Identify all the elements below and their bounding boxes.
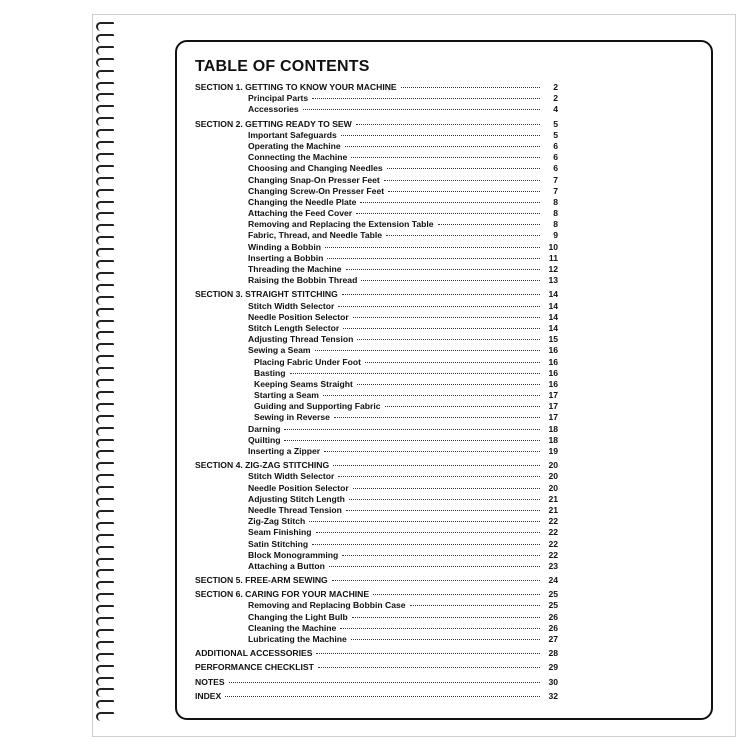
binding-coil-icon [96, 474, 114, 483]
binding-coil-icon [96, 117, 114, 126]
binding-coil-icon [96, 415, 114, 424]
toc-entry-label: Choosing and Changing Needles [248, 163, 383, 174]
page-title: TABLE OF CONTENTS [195, 58, 370, 75]
toc-page-number: 18 [548, 423, 558, 434]
dot-leader [334, 417, 540, 418]
toc-entry-row [195, 401, 558, 412]
toc-entry-label: Seam Finishing [248, 527, 312, 538]
toc-entry-label: SECTION 6. CARING FOR YOUR MACHINE [195, 589, 370, 600]
toc-page-number: 4 [553, 104, 558, 115]
toc-entry-row [195, 539, 558, 550]
dot-leader [338, 306, 540, 307]
toc-entry-label: Basting [254, 367, 286, 378]
toc-page-number: 22 [548, 549, 558, 560]
binding-coil-icon [96, 46, 114, 55]
toc-page-number: 10 [548, 241, 558, 252]
binding-coil-icon [96, 105, 114, 114]
dot-leader [343, 328, 540, 329]
toc-entry-row [195, 275, 558, 286]
toc-entry-label: Raising the Bobbin Thread [248, 275, 358, 286]
binding-coil-icon [96, 308, 114, 317]
toc-entry-row [195, 412, 558, 423]
dot-leader [388, 191, 540, 192]
toc-entry-label: Cleaning the Machine [248, 622, 337, 633]
dot-leader [346, 269, 540, 270]
binding-coil-icon [96, 439, 114, 448]
toc-entry-label: Needle Position Selector [248, 311, 349, 322]
dot-leader [357, 384, 540, 385]
toc-entry-label: Zig-Zag Stitch [248, 516, 306, 527]
toc-entry-row [195, 505, 558, 516]
toc-page-number: 26 [548, 622, 558, 633]
toc-entry-label: Needle Thread Tension [248, 504, 342, 515]
toc-page-number: 30 [548, 676, 558, 687]
binding-coil-icon [96, 272, 114, 281]
toc-page-number: 17 [548, 401, 558, 412]
toc-page-number: 17 [548, 390, 558, 401]
dot-leader [316, 532, 540, 533]
toc-entry-row [195, 357, 558, 368]
toc-entry-row [195, 623, 558, 634]
binding-coil-icon [96, 70, 114, 79]
dot-leader [324, 451, 540, 452]
toc-page-number: 12 [548, 264, 558, 274]
binding-coil-icon [96, 546, 114, 555]
toc-entry-label: Threading the Machine [248, 264, 342, 274]
toc-entry-row [195, 175, 558, 186]
toc-section-row [195, 677, 558, 688]
toc-entry-label: Lubricating the Machine [248, 634, 347, 644]
toc-section-row [195, 648, 558, 659]
binding-coil-icon [96, 224, 114, 233]
dot-leader [342, 294, 540, 295]
toc-entry-label: NOTES [195, 676, 225, 687]
toc-page-number: 24 [548, 575, 558, 586]
dot-leader [387, 168, 540, 169]
toc-entry-label: Placing Fabric Under Foot [254, 356, 361, 367]
toc-page-number: 16 [548, 345, 558, 356]
toc-entry-row [195, 494, 558, 505]
binding-coil-icon [96, 343, 114, 352]
dot-leader [340, 628, 540, 629]
toc-entry-label: ADDITIONAL ACCESSORIES [195, 648, 313, 659]
dot-leader [315, 350, 540, 351]
binding-coil-icon [96, 498, 114, 507]
toc-entry-label: Changing the Needle Plate [248, 196, 357, 207]
binding-coil-icon [96, 403, 114, 412]
toc-page-number: 23 [548, 560, 558, 571]
binding-coil-icon [96, 331, 114, 340]
toc-page-number: 17 [548, 412, 558, 423]
toc-page-number: 20 [548, 482, 558, 493]
dot-leader [346, 510, 540, 511]
toc-entry-row [195, 312, 558, 323]
toc-page-number: 16 [548, 378, 558, 389]
toc-page-number: 8 [553, 208, 558, 219]
binding-coil-icon [96, 712, 114, 721]
binding-coil-icon [96, 450, 114, 459]
binding-coil-icon [96, 296, 114, 305]
toc-entry-row [195, 368, 558, 379]
toc-entry-row [195, 424, 558, 435]
toc-page-number: 21 [548, 504, 558, 515]
binding-coil-icon [96, 212, 114, 221]
dot-leader [352, 617, 540, 618]
binding-coil-icon [96, 153, 114, 162]
spiral-binding [96, 22, 116, 742]
toc-entry-row [195, 561, 558, 572]
toc-page-number: 29 [548, 662, 558, 673]
dot-leader [361, 280, 540, 281]
toc-entry-label: Darning [248, 423, 281, 434]
binding-coil-icon [96, 569, 114, 578]
toc-entry-label: Guiding and Supporting Fabric [254, 401, 381, 412]
toc-entry-label: Adjusting Thread Tension [248, 334, 354, 345]
toc-page-number: 28 [548, 648, 558, 659]
toc-entry-label: Inserting a Bobbin [248, 252, 324, 263]
toc-section-row [195, 662, 558, 673]
toc-entry-row [195, 208, 558, 219]
toc-page-number: 14 [548, 300, 558, 311]
dot-leader [323, 395, 540, 396]
toc-page-number: 9 [553, 230, 558, 241]
toc-entry-label: Inserting a Zipper [248, 446, 321, 456]
toc-entry-row [195, 93, 558, 104]
dot-leader [386, 235, 540, 236]
toc-page-number: 32 [548, 690, 558, 701]
binding-coil-icon [96, 391, 114, 400]
binding-coil-icon [96, 558, 114, 567]
toc-entry-row [195, 230, 558, 241]
dot-leader [351, 639, 540, 640]
toc-page-number: 20 [548, 471, 558, 482]
toc-page-number: 14 [548, 289, 558, 300]
binding-coil-icon [96, 677, 114, 686]
toc-entry-row [195, 104, 558, 115]
toc-page-number: 8 [553, 196, 558, 207]
binding-coil-icon [96, 629, 114, 638]
toc-page-number: 26 [548, 611, 558, 622]
dot-leader [312, 98, 540, 99]
toc-page-number: 5 [553, 118, 558, 129]
dot-leader [333, 465, 540, 466]
dot-leader [225, 696, 540, 697]
binding-coil-icon [96, 34, 114, 43]
toc-page-number: 19 [548, 446, 558, 456]
toc-entry-row [195, 186, 558, 197]
dot-leader [353, 317, 540, 318]
toc-entry-label: SECTION 4. ZIG-ZAG STITCHING [195, 460, 330, 471]
toc-entry-row [195, 334, 558, 345]
toc-section-row [195, 460, 558, 471]
binding-coil-icon [96, 367, 114, 376]
toc-entry-label: Block Monogramming [248, 549, 339, 560]
binding-coil-icon [96, 141, 114, 150]
binding-coil-icon [96, 284, 114, 293]
binding-coil-icon [96, 177, 114, 186]
toc-entry-label: Connecting the Machine [248, 152, 348, 163]
dot-leader [401, 87, 540, 88]
binding-coil-icon [96, 534, 114, 543]
dot-leader [327, 258, 540, 259]
toc-entry-label: Accessories [248, 104, 299, 115]
dot-leader [303, 109, 540, 110]
toc-page-number: 13 [548, 275, 558, 286]
toc-entry-row [195, 600, 558, 611]
dot-leader [341, 135, 540, 136]
binding-coil-icon [96, 462, 114, 471]
dot-leader [338, 476, 540, 477]
binding-coil-icon [96, 260, 114, 269]
toc-entry-label: SECTION 2. GETTING READY TO SEW [195, 118, 352, 129]
toc-entry-row [195, 141, 558, 152]
binding-coil-icon [96, 93, 114, 102]
dot-leader [229, 682, 540, 683]
toc-entry-label: Principal Parts [248, 93, 309, 104]
binding-coil-icon [96, 688, 114, 697]
toc-page-number: 2 [553, 82, 558, 92]
toc-entry-row [195, 323, 558, 334]
dot-leader [356, 213, 540, 214]
binding-coil-icon [96, 522, 114, 531]
toc-entry-row [195, 130, 558, 141]
toc-page-number: 14 [548, 322, 558, 333]
toc-section-row [195, 289, 558, 300]
dot-leader [325, 247, 540, 248]
toc-section-row [195, 575, 558, 586]
toc-entry-label: Sewing a Seam [248, 345, 311, 356]
dot-leader [345, 146, 540, 147]
toc-entry-label: Removing and Replacing Bobbin Case [248, 600, 406, 611]
toc-page-number: 2 [553, 93, 558, 104]
binding-coil-icon [96, 248, 114, 257]
toc-page-number: 8 [553, 219, 558, 230]
toc-entry-label: Operating the Machine [248, 140, 341, 151]
toc-entry-row [195, 612, 558, 623]
toc-entry-label: SECTION 1. GETTING TO KNOW YOUR MACHINE [195, 82, 397, 92]
binding-coil-icon [96, 641, 114, 650]
binding-coil-icon [96, 486, 114, 495]
binding-coil-icon [96, 379, 114, 388]
toc-page-number: 7 [553, 174, 558, 185]
toc-page-number: 22 [548, 516, 558, 527]
dot-leader [309, 521, 540, 522]
binding-coil-icon [96, 700, 114, 709]
binding-coil-icon [96, 665, 114, 674]
toc-page-number: 15 [548, 334, 558, 345]
toc-entry-label: Quilting [248, 434, 281, 445]
binding-coil-icon [96, 165, 114, 174]
toc-entry-row [195, 264, 558, 275]
dot-leader [318, 667, 540, 668]
dot-leader [290, 373, 540, 374]
dot-leader [329, 566, 540, 567]
dot-leader [351, 157, 540, 158]
dot-leader [365, 362, 540, 363]
toc-entry-row [195, 483, 558, 494]
binding-coil-icon [96, 605, 114, 614]
toc-page-number: 6 [553, 140, 558, 151]
toc-page-number: 25 [548, 600, 558, 611]
toc-page-number: 5 [553, 129, 558, 140]
dot-leader [353, 488, 540, 489]
toc-entry-label: Attaching a Button [248, 560, 325, 571]
toc-entry-label: Needle Position Selector [248, 482, 349, 493]
toc-page-number: 6 [553, 152, 558, 163]
binding-coil-icon [96, 510, 114, 519]
toc-page-number: 11 [548, 252, 558, 263]
toc-entry-label: PERFORMANCE CHECKLIST [195, 662, 314, 673]
toc-entry-row [195, 446, 558, 457]
binding-coil-icon [96, 653, 114, 662]
toc-entry-label: Removing and Replacing the Extension Table [248, 219, 434, 230]
toc-section-row [195, 589, 558, 600]
toc-entry-label: Adjusting Stitch Length [248, 493, 345, 504]
toc-entry-label: Stitch Width Selector [248, 300, 335, 311]
binding-coil-icon [96, 427, 114, 436]
toc-page-number: 25 [548, 589, 558, 600]
dot-leader [384, 180, 540, 181]
toc-entry-label: Winding a Bobbin [248, 241, 321, 252]
toc-entry-row [195, 634, 558, 645]
binding-coil-icon [96, 355, 114, 364]
toc-entry-label: Sewing in Reverse [254, 412, 330, 423]
toc-page-number: 22 [548, 527, 558, 538]
toc-page-number: 22 [548, 538, 558, 549]
toc-page-number: 14 [548, 311, 558, 322]
toc-entry-label: Changing Screw-On Presser Feet [248, 185, 385, 196]
toc-entry-row [195, 163, 558, 174]
toc-entry-row [195, 242, 558, 253]
toc-page-number: 16 [548, 367, 558, 378]
table-of-contents [195, 82, 558, 702]
toc-entry-label: Attaching the Feed Cover [248, 208, 353, 219]
toc-entry-label: SECTION 5. FREE-ARM SEWING [195, 575, 328, 586]
dot-leader [410, 605, 540, 606]
toc-page-number: 7 [553, 185, 558, 196]
dot-leader [284, 440, 540, 441]
toc-entry-label: Changing Snap-On Presser Feet [248, 174, 380, 185]
binding-coil-icon [96, 129, 114, 138]
toc-entry-row [195, 516, 558, 527]
toc-entry-label: Stitch Length Selector [248, 322, 340, 333]
dot-leader [360, 202, 540, 203]
toc-section-row [195, 691, 558, 702]
dot-leader [284, 429, 540, 430]
toc-page-number: 20 [548, 460, 558, 471]
binding-coil-icon [96, 82, 114, 91]
binding-coil-icon [96, 189, 114, 198]
toc-entry-row [195, 390, 558, 401]
binding-coil-icon [96, 581, 114, 590]
toc-entry-row [195, 550, 558, 561]
dot-leader [438, 224, 540, 225]
toc-entry-row [195, 301, 558, 312]
toc-entry-label: Satin Stitching [248, 538, 309, 549]
binding-coil-icon [96, 201, 114, 210]
toc-entry-row [195, 152, 558, 163]
toc-entry-label: Starting a Seam [254, 390, 319, 401]
toc-entry-row [195, 471, 558, 482]
toc-page-number: 18 [548, 434, 558, 445]
toc-entry-label: Important Safeguards [248, 129, 337, 140]
toc-entry-label: SECTION 3. STRAIGHT STITCHING [195, 289, 338, 300]
toc-entry-row [195, 435, 558, 446]
binding-coil-icon [96, 320, 114, 329]
binding-coil-icon [96, 22, 114, 31]
toc-entry-row [195, 527, 558, 538]
toc-entry-row [195, 379, 558, 390]
toc-page-number: 21 [548, 493, 558, 504]
dot-leader [357, 339, 540, 340]
toc-entry-label: Changing the Light Bulb [248, 611, 348, 622]
dot-leader [332, 580, 540, 581]
toc-page-number: 6 [553, 163, 558, 174]
dot-leader [342, 555, 540, 556]
dot-leader [385, 406, 540, 407]
toc-page-number: 16 [548, 356, 558, 367]
binding-coil-icon [96, 236, 114, 245]
dot-leader [312, 544, 540, 545]
toc-entry-row [195, 197, 558, 208]
binding-coil-icon [96, 593, 114, 602]
toc-entry-label: Stitch Width Selector [248, 471, 335, 482]
toc-page-number: 27 [548, 634, 558, 644]
toc-entry-label: INDEX [195, 690, 222, 701]
dot-leader [316, 653, 540, 654]
toc-entry-row [195, 345, 558, 356]
dot-leader [373, 594, 540, 595]
toc-entry-label: Fabric, Thread, and Needle Table [248, 230, 383, 241]
binding-coil-icon [96, 58, 114, 67]
toc-entry-row [195, 219, 558, 230]
toc-section-row [195, 82, 558, 93]
binding-coil-icon [96, 617, 114, 626]
dot-leader [356, 124, 540, 125]
dot-leader [349, 499, 540, 500]
toc-section-row [195, 119, 558, 130]
toc-entry-label: Keeping Seams Straight [254, 378, 353, 389]
toc-entry-row [195, 253, 558, 264]
